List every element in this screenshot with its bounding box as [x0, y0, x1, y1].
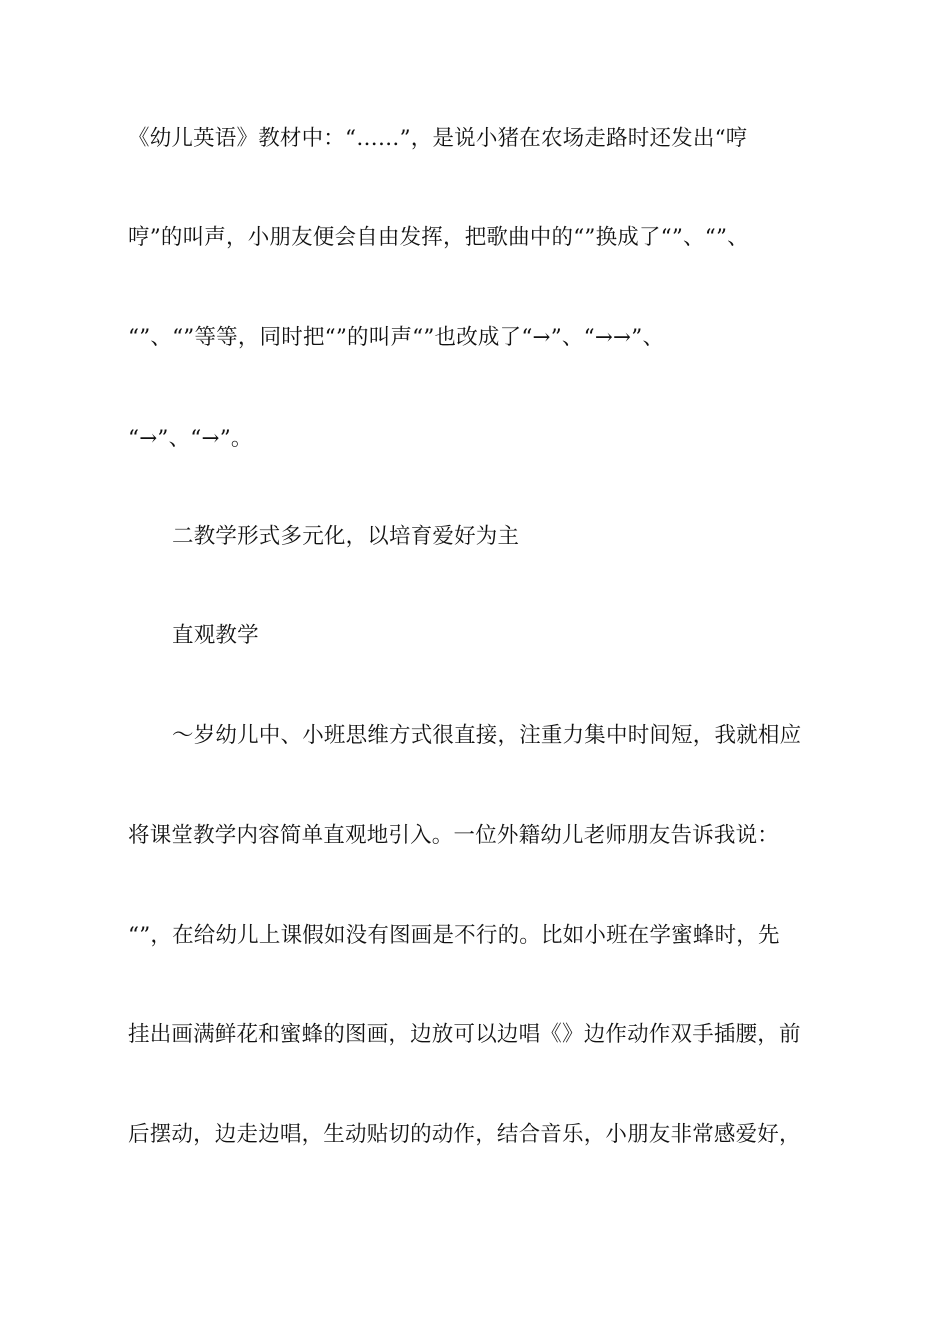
paragraph-line-5: ～岁幼儿中、小班思维方式很直接，注重力集中时间短，我就相应	[172, 723, 802, 748]
paragraph-line-4: “→”、“→”。	[128, 426, 253, 451]
paragraph-line-9: 后摆动，边走边唱，生动贴切的动作，结合音乐，小朋友非常感爱好，	[128, 1122, 801, 1147]
section-heading: 二教学形式多元化，以培育爱好为主	[172, 524, 520, 549]
paragraph-line-2: 哼”的叫声，小朋友便会自由发挥，把歌曲中的“”换成了“”、“”、	[128, 225, 749, 250]
subsection-heading: 直观教学	[172, 623, 259, 648]
paragraph-line-6: 将课堂教学内容简单直观地引入。一位外籍幼儿老师朋友告诉我说：	[128, 823, 780, 848]
paragraph-line-7: “”，在给幼儿上课假如没有图画是不行的。比如小班在学蜜蜂时，先	[128, 923, 780, 948]
paragraph-line-1: 《幼儿英语》教材中：“……”，是说小猪在农场走路时还发出“哼	[128, 126, 748, 151]
paragraph-line-8: 挂出画满鲜花和蜜蜂的图画，边放可以边唱《》边作动作双手插腰，前	[128, 1022, 801, 1047]
paragraph-line-3: “”、“”等等，同时把“”的叫声“”也改成了“→”、“→→”、	[128, 325, 665, 350]
